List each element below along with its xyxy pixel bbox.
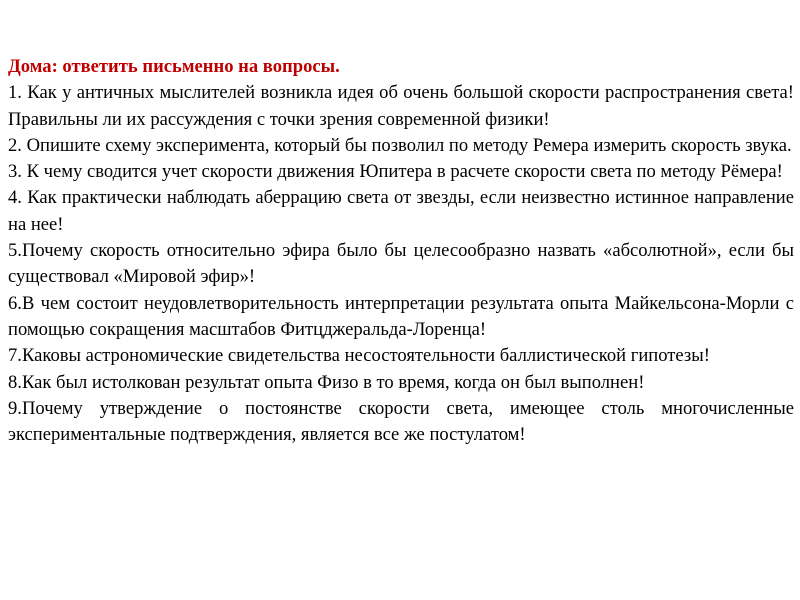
question-7: 7.Каковы астрономические свидетельства несостоятельности баллистической гипотезы! xyxy=(8,345,710,367)
question-3: 3. К чему сводится учет скорости движения Юпитера в расчете скорости света по методу Рёмера! xyxy=(8,161,783,183)
question-2: 2. Опишите схему эксперимента, который бы позволил по методу Ремера измерить скорость звука. xyxy=(8,134,792,156)
question-4: 4. Как практически наблюдать аберрацию света от звезды, если неизвестно истинное направление на нее! xyxy=(8,187,794,235)
homework-heading: Дома: ответить письменно на вопросы. xyxy=(8,56,340,77)
question-6: 6.В чем состоит неудовлетворительность интерпретации результата опыта Майкельсона-Морли с помощью сокращения масштабов Фитцджеральда-Лоренца! xyxy=(8,292,794,340)
question-1: 1. Как у античных мыслителей возникла идея об очень большой скорости распространения света! Правильны ли их рассуждения с точки зрения современной физики! xyxy=(8,82,794,130)
question-8: 8.Как был истолкован результат опыта Физо в то время, когда он был выполнен! xyxy=(8,371,645,393)
slide-content xyxy=(8,54,794,448)
question-9: 9.Почему утверждение о постоянстве скорости света, имеющее столь многочисленные экспериментальные подтверждения, является все же постулатом! xyxy=(8,397,794,446)
question-5: 5.Почему скорость относительно эфира было бы целесообразно назвать «абсолютной», если бы существовал «Мировой эфир»! xyxy=(8,240,794,288)
